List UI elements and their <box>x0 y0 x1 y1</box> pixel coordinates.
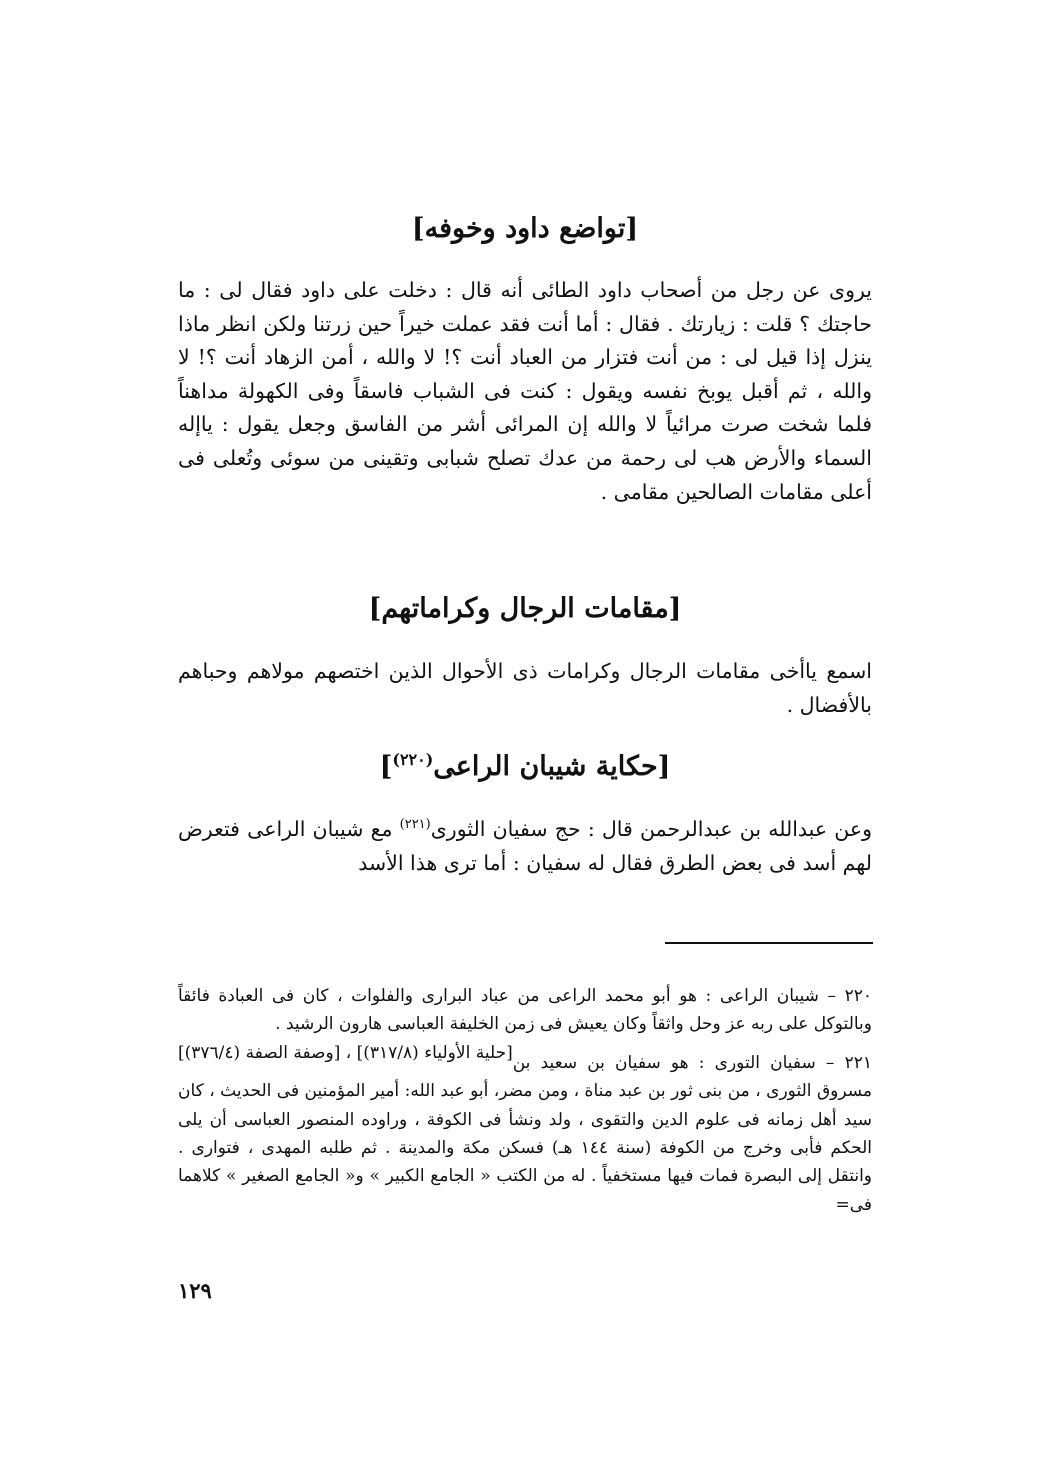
footnote-221: ٢٢١ – سفيان التورى : هو سفيان بن سعيد بن مسروق الثورى ، من بنى ثور بن عبد مناة ، ومن مضر، أبو عبد الله: أمير المؤمنين فى الحديث ، كان سيد أهل زمانه فى علوم الدين والتقوى ، ولد ونشأ فى الكوفة ، وراوده المنصور العباسى أن يلى الحكم فأبى وخرج من الكوفة (سنة ١٤٤ هـ) فسكن مكة والمدينة . ثم طلبه المهدى ، فتوارى . وانتقل إلى البصرة فمات فيها مستخفياً . له من الكتب « الجامع الكبير » و« الجامع الصغير » كلاهما فى= <box>178 1052 873 1215</box>
footnotes <box>178 982 872 1219</box>
section-body-humility <box>178 274 872 509</box>
footnote-220-refs: [حلية الأولياء (٣١٧/٨)] ، [وصفة الصفة (٣٧٦/٤)] <box>178 1042 513 1063</box>
footnote-ref-220: (٢٢٠) <box>392 750 434 769</box>
page-number: ١٢٩ <box>178 1278 212 1303</box>
footnote-divider <box>665 942 873 944</box>
paragraph-humility: يروى عن رجل من أصحاب داود الطائى أنه قال : دخلت على داود فقال لى : ما حاجتك ؟ قلت : زيارتك . فقال : أما أنت فقد عملت خيراً حين زرتنا ولكن انظر ماذا ينزل إذا قيل لى : من أنت فتزار من العباد أنت ؟! لا والله ، أمن الزهاد أنت ؟! لا والله ، ثم أقبل يوبخ نفسه ويقول : كنت فى الشباب فاسقاً وفى الكهولة مداهناً فلما شخت صرت مرائياً لا والله إن المرائى أشر من الفاسق وجعل يقول : ياإله السماء والأرض هب لى رحمة من عدك تصلح شبابى وتقينى من سوئى وتُعلى فى أعلى مقامات الصالحين مقامى . <box>178 278 872 504</box>
footnote-ref-221: (٢٢١) <box>399 817 431 833</box>
paragraph-shayban <box>178 813 872 880</box>
paragraph-shayban-start: وعن عبدالله بن عبدالرحمن قال : حج سفيان الثورى <box>430 817 873 841</box>
section-body-shayban <box>178 813 872 880</box>
section-heading-shayban <box>178 750 872 784</box>
footnote-220 <box>178 982 872 1063</box>
paragraph-shayban-end: مع شيبان الراعى فتعرض لهم أسد فى بعض الطرق فقال له سفيان : أما ترى هذا الأسد <box>178 817 872 875</box>
heading-shayban-bracket: ] <box>379 751 393 782</box>
paragraph-ranks: اسمع ياأخى مقامات الرجال وكرامات ذى الأحوال الذين اختصهم مولاهم وحباهم بالأفضال . <box>178 659 872 717</box>
section-body-ranks <box>178 655 872 722</box>
section-heading-ranks: [مقامات الرجال وكراماتهم] <box>368 593 682 624</box>
section-heading-humility: [تواضع داود وخوفه] <box>411 213 639 244</box>
footnote-220-text: ٢٢٠ – شيبان الراعى : هو أبو محمد الراعى من عباد البرارى والفلوات ، كان فى العبادة فائقاً وبالتوكل على ربه عز وحل واثقاً وكان يعيش فى زمن الخليفة العباسى هارون الرشيد . <box>178 986 872 1035</box>
heading-shayban-text: [حكاية شيبان الراعى <box>433 751 671 782</box>
